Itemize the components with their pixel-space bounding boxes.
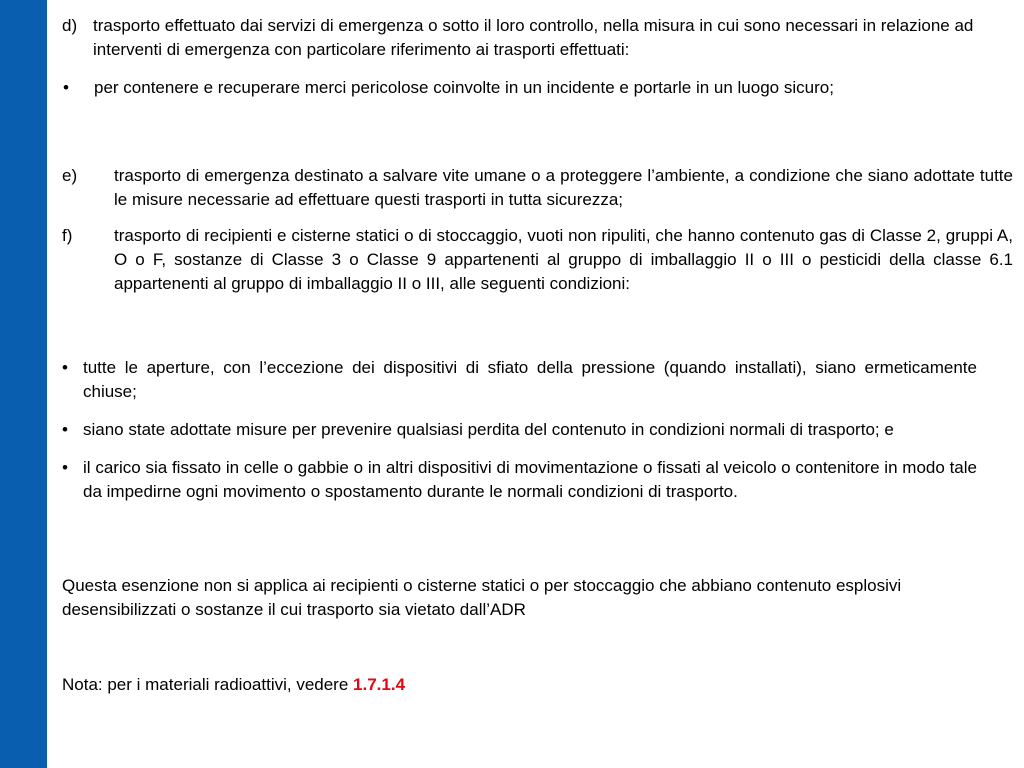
section-d-text: trasporto effettuato dai servizi di emergenza o sotto il loro controllo, nella misura in cui sono necessari in relazione ad interventi di emergenza con particolare riferimento ai trasporti effettuati: (93, 16, 974, 59)
section-f-text: trasporto di recipienti e cisterne statici o di stoccaggio, vuoti non ripuliti, che hanno contenuto gas di Classe 2, gruppi A, O o F, sostanze di Classe 3 o Classe 9 appartenenti al gruppo di imballaggio II o III o pesticidi della classe 6.1 appartenenti al gruppo di imballaggio II o III, alle seguenti condizioni: (114, 226, 1013, 293)
condition-bullet: • (62, 458, 68, 477)
section-d-bullet: • (63, 78, 69, 97)
condition-item (62, 356, 977, 404)
section-e-text: trasporto di emergenza destinato a salvare vite umane o a proteggere l’ambiente, a condizione che siano adottate tutte le misure necessarie ad effettuare questi trasporti in tutta sicurezza; (114, 166, 1013, 209)
exemption-paragraph: Questa esenzione non si applica ai recipienti o cisterne statici o per stoccaggio che abbiano contenuto esplosivi desensibilizzati o sostanze il cui trasporto sia vietato dall’ADR (62, 576, 902, 619)
section-d-marker: d) (62, 16, 78, 35)
condition-text: il carico sia fissato in celle o gabbie o in altri dispositivi di movimentazione o fissati al veicolo o contenitore in modo tale da impedirne ogni movimento o spostamento durante le normali condizioni di trasporto. (83, 458, 977, 501)
note-text: Nota: per i materiali radioattivi, vedere (62, 675, 354, 694)
note-paragraph (62, 673, 1002, 697)
condition-bullet: • (62, 358, 68, 377)
condition-item (62, 456, 977, 504)
conditions-list (62, 356, 977, 504)
section-d (62, 14, 1012, 100)
section-d-bullet-text: per contenere e recuperare merci pericolose coinvolte in un incidente e portarle in un luogo sicuro; (94, 78, 834, 97)
left-accent-bar (0, 0, 47, 768)
condition-text: tutte le aperture, con l’eccezione dei dispositivi di sfiato della pressione (quando installati), siano ermeticamente chiuse; (83, 358, 977, 401)
section-e-marker: e) (62, 166, 78, 185)
condition-text: siano state adottate misure per prevenire qualsiasi perdita del contenuto in condizioni normali di trasporto; e (83, 420, 894, 439)
condition-bullet: • (62, 420, 68, 439)
condition-item (62, 418, 977, 442)
note-reference-link[interactable]: 1.7.1.4 (353, 675, 406, 694)
section-e (62, 164, 1013, 212)
section-f-marker: f) (62, 226, 73, 245)
section-f (62, 224, 1013, 296)
